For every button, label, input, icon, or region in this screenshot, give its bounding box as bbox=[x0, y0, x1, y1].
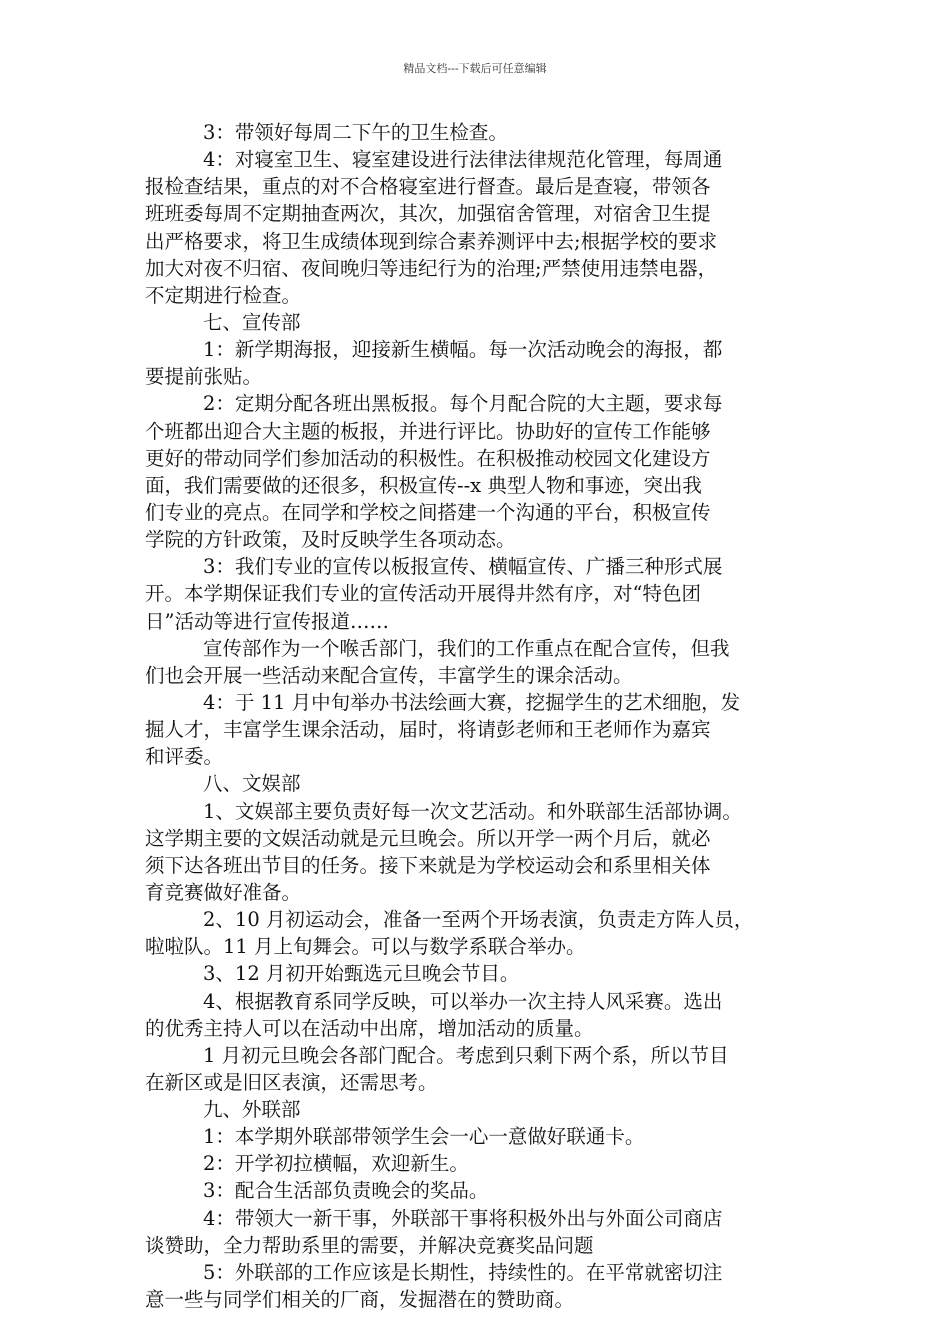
text-line: 掘人才，丰富学生课余活动，届时，将请彭老师和王老师作为嘉宾 bbox=[145, 718, 711, 742]
page-header: 精品文档---下载后可任意编辑 bbox=[403, 62, 547, 75]
text-line: 育竞赛做好准备。 bbox=[145, 880, 302, 904]
text-line: 4：带领大一新干事，外联部干事将积极外出与外面公司商店 bbox=[203, 1206, 723, 1230]
text-line: 八、文娱部 bbox=[203, 772, 301, 796]
text-line: 个班都出迎合大主题的板报，并进行评比。协助好的宣传工作能够 bbox=[145, 419, 711, 443]
text-line: 开。本学期保证我们专业的宣传活动开展得井然有序，对“特色团 bbox=[145, 582, 701, 606]
text-line: 2：开学初拉横幅，欢迎新生。 bbox=[203, 1152, 469, 1176]
text-line: 谈赞助，全力帮助系里的需要，并解决竞赛奖品问题 bbox=[145, 1233, 594, 1257]
text-line: 这学期主要的文娱活动就是元旦晚会。所以开学一两个月后，就必 bbox=[145, 826, 711, 850]
text-line: 1：新学期海报，迎接新生横幅。每一次活动晚会的海报，都 bbox=[203, 338, 723, 362]
text-line: 3、12 月初开始甄选元旦晚会节目。 bbox=[203, 962, 520, 986]
text-line: 在新区或是旧区表演，还需思考。 bbox=[145, 1070, 438, 1094]
text-line: 学院的方针政策，及时反映学生各项动态。 bbox=[145, 528, 516, 552]
text-line: 须下达各班出节目的任务。接下来就是为学校运动会和系里相关体 bbox=[145, 853, 711, 877]
text-line: 们也会开展一些活动来配合宣传，丰富学生的课余活动。 bbox=[145, 663, 633, 687]
text-line: 不定期进行检查。 bbox=[145, 283, 302, 307]
text-line: 班班委每周不定期抽查两次，其次，加强宿舍管理，对宿舍卫生提 bbox=[145, 202, 711, 226]
text-line: 啦啦队。11 月上旬舞会。可以与数学系联合举办。 bbox=[145, 935, 586, 959]
text-line: 日”活动等进行宣传报道…… bbox=[145, 609, 389, 633]
text-line: 4：对寝室卫生、寝室建设进行法律法律规范化管理，每周通 bbox=[203, 148, 723, 172]
text-line: 和评委。 bbox=[145, 745, 224, 769]
text-line: 4、根据教育系同学反映，可以举办一次主持人风采赛。选出 bbox=[203, 989, 723, 1013]
text-line: 3：带领好每周二下午的卫生检查。 bbox=[203, 121, 508, 144]
text-line: 宣传部作为一个喉舌部门，我们的工作重点在配合宣传，但我 bbox=[203, 636, 730, 660]
text-line: 意一些与同学们相关的厂商，发掘潜在的赞助商。 bbox=[145, 1288, 575, 1312]
text-line: 九、外联部 bbox=[203, 1098, 301, 1122]
document-body bbox=[145, 119, 813, 1313]
text-line: 4：于 11 月中旬举办书法绘画大赛，挖掘学生的艺术细胞，发 bbox=[203, 690, 741, 714]
text-line: 面，我们需要做的还很多，积极宣传--x 典型人物和事迹，突出我 bbox=[145, 473, 702, 497]
text-line: 1 月初元旦晚会各部门配合。考虑到只剩下两个系，所以节目 bbox=[203, 1043, 729, 1067]
text-line: 出严格要求，将卫生成绩体现到综合素养测评中去;根据学校的要求 bbox=[145, 229, 718, 253]
text-line: 报检查结果，重点的对不合格寝室进行督查。最后是查寝，带领各 bbox=[145, 175, 711, 199]
text-line: 2、10 月初运动会，准备一至两个开场表演，负责走方阵人员， bbox=[203, 908, 754, 932]
text-line: 更好的带动同学们参加活动的积极性。在积极推动校园文化建设方 bbox=[145, 446, 711, 470]
text-line: 七、宣传部 bbox=[203, 310, 301, 334]
text-line: 1、文娱部主要负责好每一次文艺活动。和外联部生活部协调。 bbox=[203, 799, 742, 823]
text-line: 的优秀主持人可以在活动中出席，增加活动的质量。 bbox=[145, 1016, 594, 1040]
text-line: 3：我们专业的宣传以板报宣传、横幅宣传、广播三种形式展 bbox=[203, 555, 723, 579]
text-line: 1：本学期外联部带领学生会一心一意做好联通卡。 bbox=[203, 1125, 645, 1149]
text-line: 2：定期分配各班出黑板报。每个月配合院的大主题，要求每 bbox=[203, 392, 723, 416]
text-line: 要提前张贴。 bbox=[145, 365, 263, 389]
text-line: 们专业的亮点。在同学和学校之间搭建一个沟通的平台，积极宣传 bbox=[145, 500, 711, 524]
text-line: 3：配合生活部负责晚会的奖品。 bbox=[203, 1179, 489, 1203]
text-line: 加大对夜不归宿、夜间晚归等违纪行为的治理;严禁使用违禁电器， bbox=[145, 256, 718, 280]
text-line: 5：外联部的工作应该是长期性，持续性的。在平常就密切注 bbox=[203, 1260, 723, 1284]
